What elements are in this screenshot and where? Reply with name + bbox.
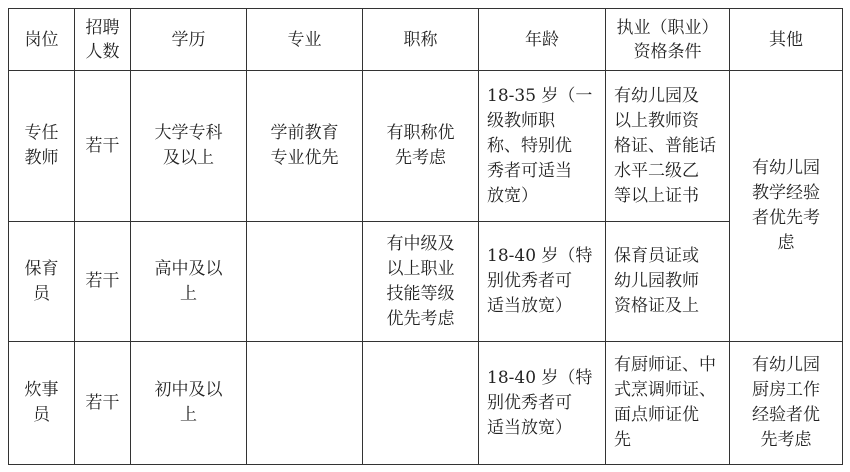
header-count: 招聘 人数: [75, 9, 131, 71]
table-row: [9, 71, 843, 222]
cell-qualification: 有幼儿园及 以上教师资 格证、普能话 水平二级乙 等以上证书: [606, 71, 730, 222]
header-position: 岗位: [9, 9, 75, 71]
cell-other: 有幼儿园 厨房工作 经验者优 先考虑: [730, 342, 843, 465]
cell-age: 18-35 岁（一 级教师职 称、特别优 秀者可适当 放宽）: [479, 71, 606, 222]
header-age: 年龄: [479, 9, 606, 71]
cell-major: [247, 342, 363, 465]
cell-qualification: 保育员证或 幼儿园教师 资格证及上: [606, 222, 730, 342]
cell-count: 若干: [75, 222, 131, 342]
cell-other-merged: 有幼儿园 教学经验 者优先考 虑: [730, 71, 843, 342]
cell-title: 有中级及 以上职业 技能等级 优先考虑: [363, 222, 479, 342]
cell-position: 保育 员: [9, 222, 75, 342]
header-education: 学历: [131, 9, 247, 71]
cell-age: 18-40 岁（特 别优秀者可 适当放宽）: [479, 342, 606, 465]
cell-education: 大学专科 及以上: [131, 71, 247, 222]
cell-major: [247, 222, 363, 342]
cell-age: 18-40 岁（特 别优秀者可 适当放宽）: [479, 222, 606, 342]
header-row: [9, 9, 843, 71]
cell-count: 若干: [75, 71, 131, 222]
cell-position: 炊事 员: [9, 342, 75, 465]
cell-count: 若干: [75, 342, 131, 465]
table-row: [9, 222, 843, 342]
cell-major: 学前教育 专业优先: [247, 71, 363, 222]
table-row: [9, 342, 843, 465]
recruitment-table: [8, 8, 843, 465]
header-qualification: 执业（职业） 资格条件: [606, 9, 730, 71]
header-other: 其他: [730, 9, 843, 71]
cell-position: 专任 教师: [9, 71, 75, 222]
cell-qualification: 有厨师证、中 式烹调师证、 面点师证优 先: [606, 342, 730, 465]
cell-education: 初中及以 上: [131, 342, 247, 465]
cell-education: 高中及以 上: [131, 222, 247, 342]
header-major: 专业: [247, 9, 363, 71]
cell-title: 有职称优 先考虑: [363, 71, 479, 222]
header-title: 职称: [363, 9, 479, 71]
cell-title: [363, 342, 479, 465]
